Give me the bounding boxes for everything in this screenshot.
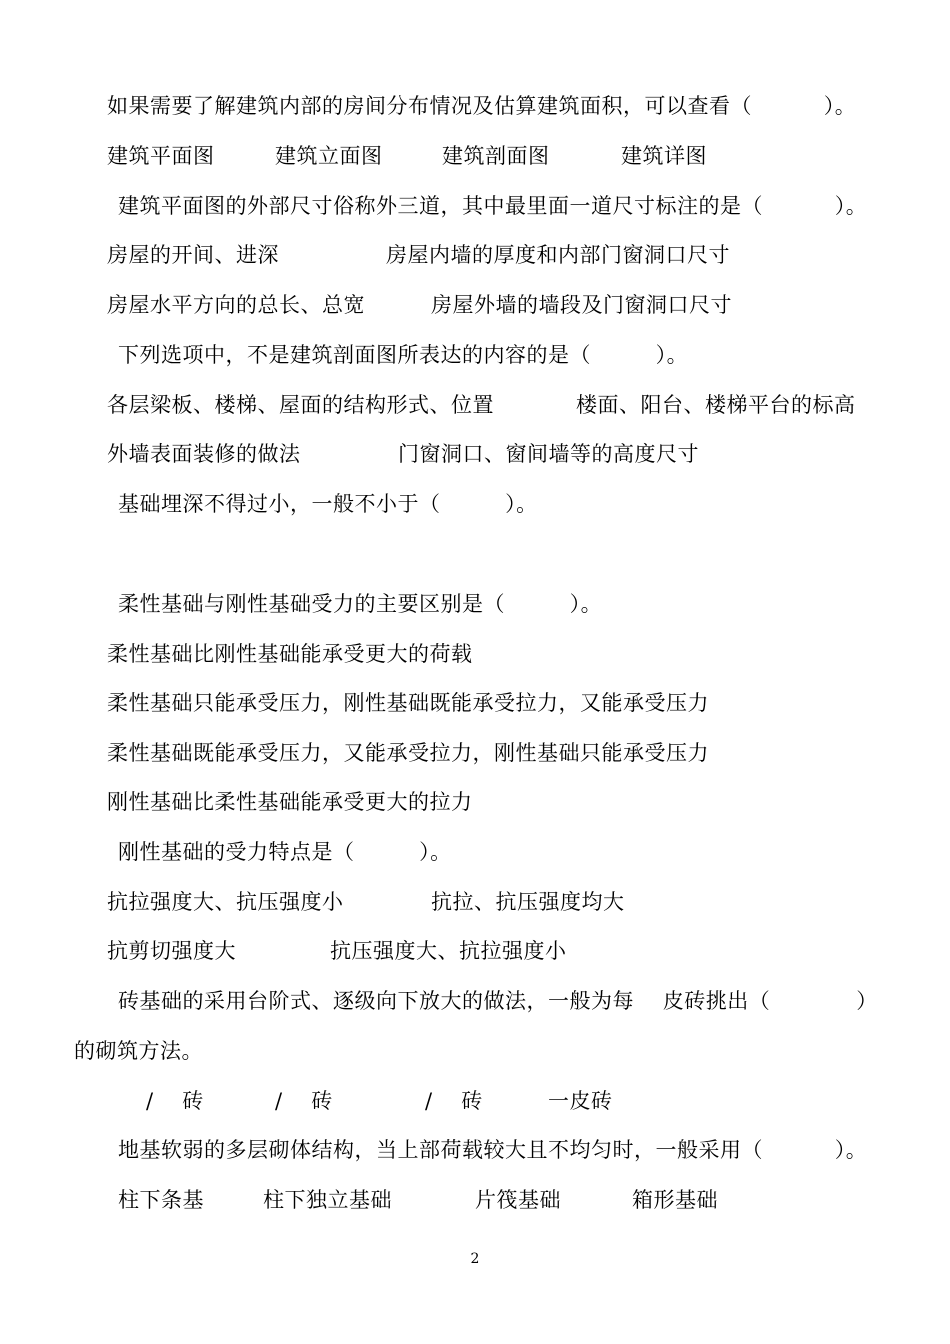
question-2-stem: 建筑平面图的外部尺寸俗称外三道，其中最里面一道尺寸标注的是（ ）。 — [118, 194, 868, 218]
question-8-option-d: 箱形基础 — [632, 1188, 718, 1212]
question-2-option-d: 房屋外墙的墙段及门窗洞口尺寸 — [431, 293, 732, 317]
question-8-option-a: 柱下条基 — [118, 1188, 204, 1212]
question-5-option-b: 柔性基础只能承受压力，刚性基础既能承受拉力，又能承受压力 — [107, 691, 709, 715]
question-3-option-b: 楼面、阳台、楼梯平台的标高 — [576, 393, 856, 417]
question-7-option-d: 一皮砖 — [548, 1089, 613, 1113]
question-2-option-c: 房屋水平方向的总长、总宽 — [107, 293, 365, 317]
question-6-option-d: 抗压强度大、抗拉强度小 — [330, 939, 567, 963]
question-7-option-c: / 砖 — [425, 1089, 483, 1113]
question-3-option-c: 外墙表面装修的做法 — [107, 442, 301, 466]
question-7-option-a: / 砖 — [146, 1089, 204, 1113]
question-2-option-b: 房屋内墙的厚度和内部门窗洞口尺寸 — [386, 243, 730, 267]
question-7-stem-continued: 的砌筑方法。 — [74, 1039, 203, 1063]
question-8-option-c: 片筏基础 — [475, 1188, 561, 1212]
question-3-option-a: 各层梁板、楼梯、屋面的结构形式、位置 — [107, 393, 494, 417]
question-3-stem: 下列选项中，不是建筑剖面图所表达的内容的是（ ）。 — [118, 343, 689, 367]
question-7-option-b: / 砖 — [275, 1089, 333, 1113]
question-6-stem: 刚性基础的受力特点是（ ）。 — [118, 840, 452, 864]
question-5-stem: 柔性基础与刚性基础受力的主要区别是（ ）。 — [118, 592, 603, 616]
question-5-option-a: 柔性基础比刚性基础能承受更大的荷载 — [107, 642, 473, 666]
question-7-stem: 砖基础的采用台阶式、逐级向下放大的做法，一般为每 皮砖挑出（ ） — [118, 989, 878, 1013]
question-4-stem: 基础埋深不得过小，一般不小于（ ）。 — [118, 492, 538, 516]
question-1-stem: 如果需要了解建筑内部的房间分布情况及估算建筑面积，可以查看（ ）。 — [107, 94, 857, 118]
question-6-option-c: 抗剪切强度大 — [107, 939, 236, 963]
question-1-option-d: 建筑详图 — [621, 144, 707, 168]
question-1-option-b: 建筑立面图 — [275, 144, 383, 168]
question-6-option-a: 抗拉强度大、抗压强度小 — [107, 890, 344, 914]
question-8-option-b: 柱下独立基础 — [263, 1188, 392, 1212]
page-number: 2 — [470, 1251, 480, 1267]
question-5-option-d: 刚性基础比柔性基础能承受更大的拉力 — [107, 790, 473, 814]
question-3-option-d: 门窗洞口、窗间墙等的高度尺寸 — [398, 442, 699, 466]
question-2-option-a: 房屋的开间、进深 — [107, 243, 279, 267]
question-1-option-c: 建筑剖面图 — [442, 144, 550, 168]
question-8-stem: 地基软弱的多层砌体结构，当上部荷载较大且不均匀时，一般采用（ ）。 — [118, 1138, 868, 1162]
question-1-option-a: 建筑平面图 — [107, 144, 215, 168]
question-5-option-c: 柔性基础既能承受压力，又能承受拉力，刚性基础只能承受压力 — [107, 741, 709, 765]
question-6-option-b: 抗拉、抗压强度均大 — [431, 890, 625, 914]
